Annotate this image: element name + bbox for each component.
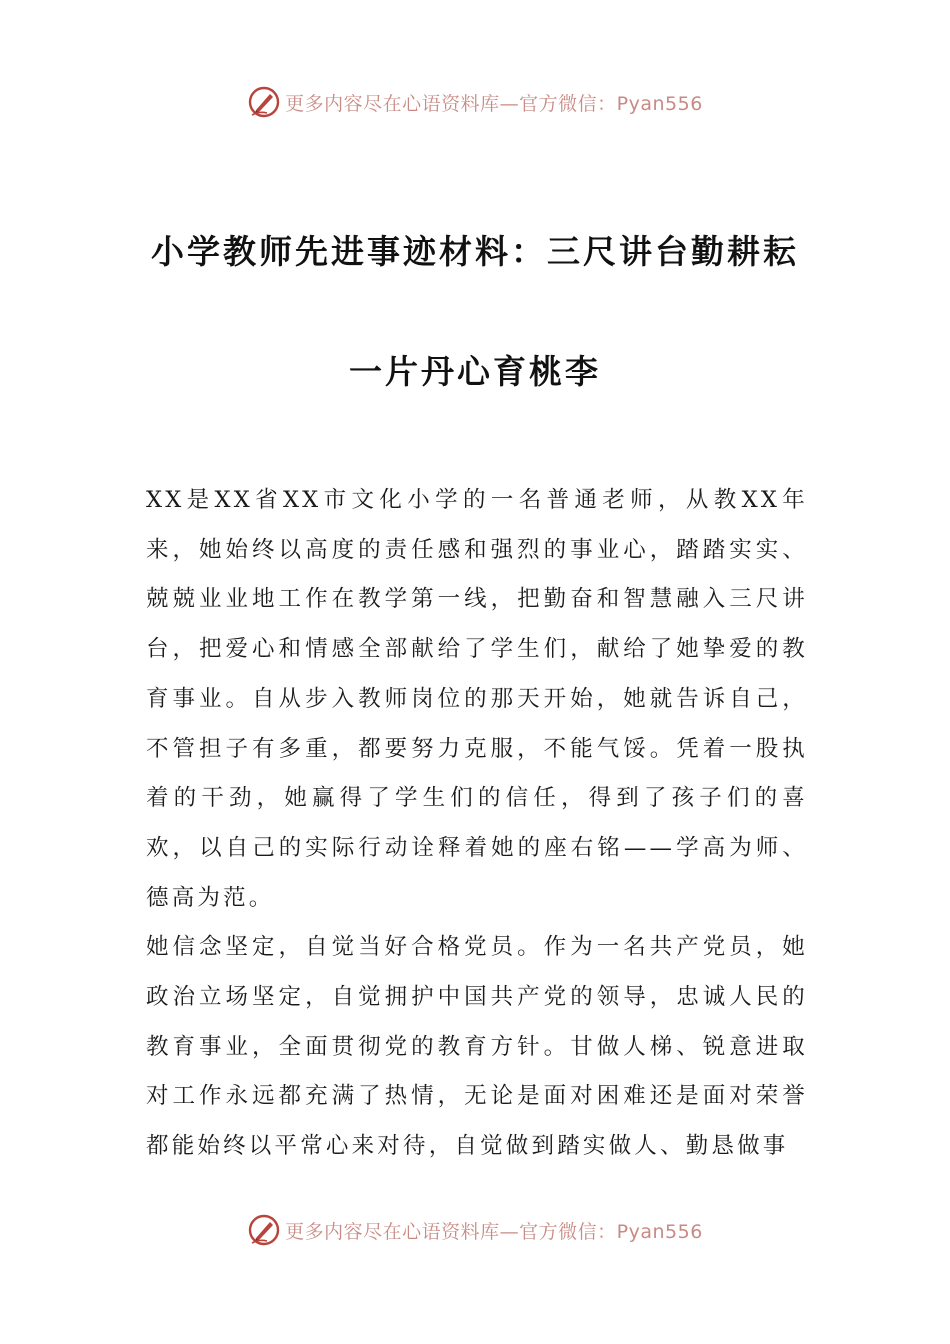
- footer-banner: [0, 1210, 950, 1250]
- wechat-id: Pyan556: [616, 1220, 703, 1243]
- document-body: [146, 476, 808, 1172]
- pen-logo-icon: [247, 85, 281, 119]
- document-title-line1: 小学教师先进事迹材料：三尺讲台勤耕耘: [151, 232, 799, 271]
- wechat-id: Pyan556: [616, 92, 703, 115]
- document-title-line2: 一片丹心育桃李: [349, 352, 601, 391]
- paragraph-2: 她信念坚定，自觉当好合格党员。作为一名共产党员，她政治立场坚定，自觉拥护中国共产党的领导，忠诚人民的教育事业，全面贯彻党的教育方针。甘做人梯、锐意进取对工作永远都充满了热情，无论是面对困难还是面对荣誉都能始终以平常心来对待，自觉做到踏实做人、勤恳做事: [146, 934, 808, 1160]
- banner-text: 更多内容尽在心语资料库—官方微信：Pyan556: [285, 92, 703, 115]
- header-banner: [0, 82, 950, 122]
- pen-logo-icon: [247, 1213, 281, 1247]
- banner-text: 更多内容尽在心语资料库—官方微信：Pyan556: [285, 1220, 703, 1243]
- paragraph-1: XX是XX省XX市文化小学的一名普通老师，从教XX年来，她始终以高度的责任感和强烈的事业心，踏踏实实、兢兢业业地工作在教学第一线，把勤奋和智慧融入三尺讲台，把爱心和情感全部献给了学生们，献给了她挚爱的教育事业。自从步入教师岗位的那天开始，她就告诉自己，不管担子有多重，都要努力克服，不能气馁。凭着一股执着的干劲，她赢得了学生们的信任，得到了孩子们的喜欢，以自己的实际行动诠释着她的座右铭——学高为师、德高为范。: [146, 487, 808, 911]
